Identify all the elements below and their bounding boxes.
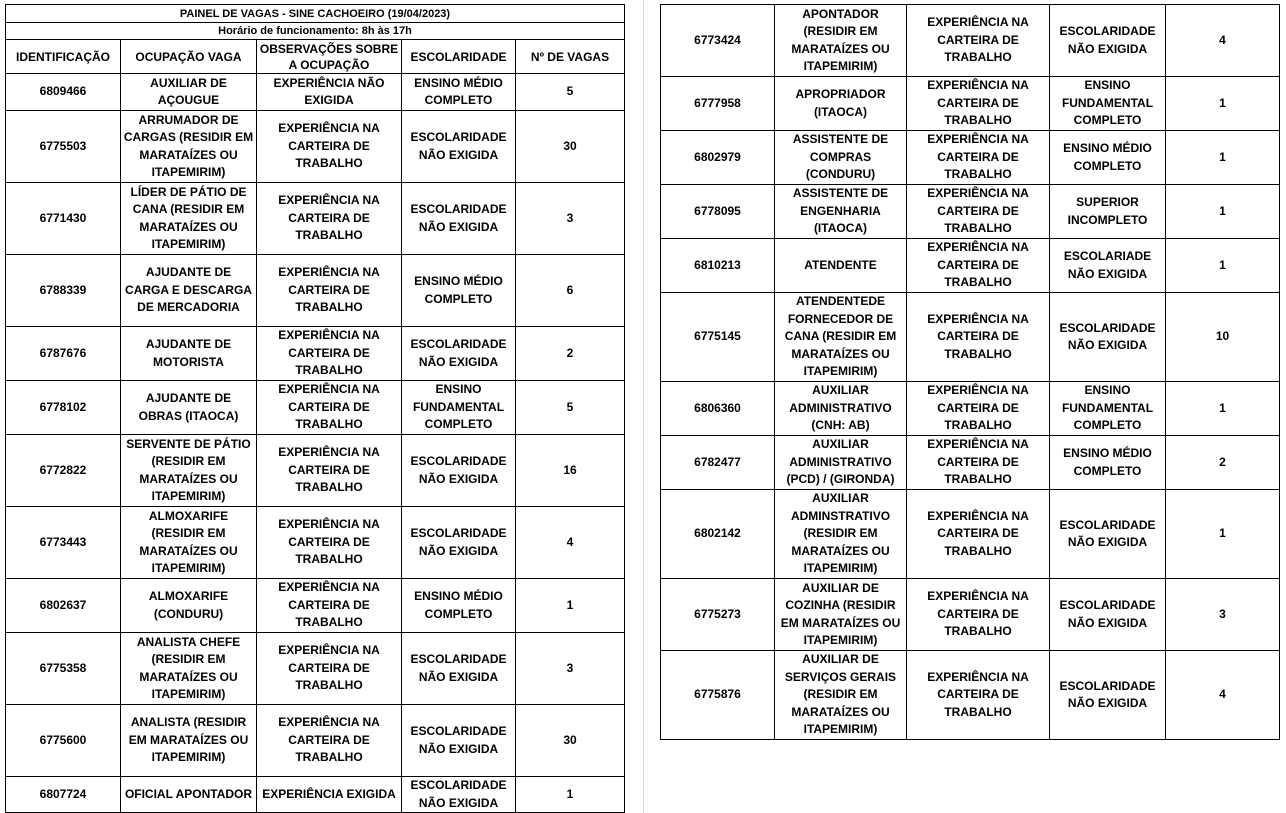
education-cell: ESCOLARIDADE NÃO EXIGIDA (402, 705, 516, 777)
table-row (6, 183, 625, 255)
vacancy-count-cell: 3 (516, 183, 625, 255)
education-cell: ENSINO FUNDAMENTAL COMPLETO (1050, 77, 1166, 131)
table-row (661, 77, 1280, 131)
notes-cell: EXPERIÊNCIA NA CARTEIRA DE TRABALHO (907, 293, 1050, 382)
education-cell: ENSINO MÉDIO COMPLETO (402, 579, 516, 633)
vacancy-id-cell: 6775145 (661, 293, 775, 382)
education-cell: ENSINO MÉDIO COMPLETO (1050, 131, 1166, 185)
right-table-body (661, 5, 1280, 740)
table-row (661, 382, 1280, 436)
vacancy-count-cell: 30 (516, 111, 625, 183)
education-cell: ESCOLARIDADE NÃO EXIGIDA (402, 633, 516, 705)
vacancy-count-cell: 2 (1166, 436, 1280, 490)
education-cell: ENSINO MÉDIO COMPLETO (1050, 436, 1166, 490)
vacancy-count-cell: 1 (1166, 77, 1280, 131)
vacancy-id-cell: 6788339 (6, 255, 121, 327)
notes-cell: EXPERIÊNCIA NÃO EXIGIDA (257, 74, 402, 111)
table-row (6, 327, 625, 381)
table-row (661, 5, 1280, 77)
education-cell: SUPERIOR INCOMPLETO (1050, 185, 1166, 239)
notes-cell: EXPERIÊNCIA NA CARTEIRA DE TRABALHO (257, 255, 402, 327)
vacancy-id-cell: 6802142 (661, 490, 775, 579)
notes-cell: EXPERIÊNCIA NA CARTEIRA DE TRABALHO (907, 185, 1050, 239)
table-row (661, 239, 1280, 293)
vacancy-count-cell: 1 (516, 579, 625, 633)
vacancy-id-cell: 6775876 (661, 651, 775, 740)
vacancy-id-cell: 6773424 (661, 5, 775, 77)
occupation-cell: AUXILIAR ADMINISTRATIVO (PCD) / (GIRONDA) (775, 436, 907, 490)
vacancy-id-cell: 6775600 (6, 705, 121, 777)
education-cell: ESCOLARIDADE NÃO EXIGIDA (402, 435, 516, 507)
panel-title: PAINEL DE VAGAS - SINE CACHOEIRO (19/04/2023) (6, 5, 625, 23)
occupation-cell: ARRUMADOR DE CARGAS (RESIDIR EM MARATAÍZES OU ITAPEMIRIM) (121, 111, 257, 183)
education-cell: ENSINO MÉDIO COMPLETO (402, 255, 516, 327)
column-header-id: IDENTIFICAÇÃO (6, 40, 121, 74)
notes-cell: EXPERIÊNCIA NA CARTEIRA DE TRABALHO (907, 131, 1050, 185)
vacancy-id-cell: 6771430 (6, 183, 121, 255)
vacancy-count-cell: 4 (516, 507, 625, 579)
vacancy-count-cell: 4 (1166, 651, 1280, 740)
table-row (661, 131, 1280, 185)
vacancy-count-cell: 16 (516, 435, 625, 507)
vacancy-id-cell: 6809466 (6, 74, 121, 111)
vacancy-id-cell: 6773443 (6, 507, 121, 579)
education-cell: ESCOLARIDADE NÃO EXIGIDA (1050, 579, 1166, 651)
table-row (661, 490, 1280, 579)
notes-cell: EXPERIÊNCIA NA CARTEIRA DE TRABALHO (257, 435, 402, 507)
notes-cell: EXPERIÊNCIA NA CARTEIRA DE TRABALHO (257, 111, 402, 183)
notes-cell: EXPERIÊNCIA NA CARTEIRA DE TRABALHO (257, 183, 402, 255)
table-row (6, 705, 625, 777)
occupation-cell: AUXILIAR ADMINSTRATIVO (RESIDIR EM MARATAÍZES OU ITAPEMIRIM) (775, 490, 907, 579)
table-row (6, 111, 625, 183)
education-cell: ESCOLARIDADE NÃO EXIGIDA (1050, 5, 1166, 77)
table-row (6, 507, 625, 579)
notes-cell: EXPERIÊNCIA NA CARTEIRA DE TRABALHO (257, 579, 402, 633)
column-header-count: Nº DE VAGAS (516, 40, 625, 74)
occupation-cell: ALMOXARIFE (RESIDIR EM MARATAÍZES OU ITAPEMIRIM) (121, 507, 257, 579)
occupation-cell: APROPRIADOR (ITAOCA) (775, 77, 907, 131)
education-cell: ESCOLARIADE NÃO EXIGIDA (1050, 239, 1166, 293)
vacancy-count-cell: 1 (1166, 382, 1280, 436)
notes-cell: EXPERIÊNCIA NA CARTEIRA DE TRABALHO (907, 239, 1050, 293)
education-cell: ENSINO MÉDIO COMPLETO (402, 74, 516, 111)
education-cell: ESCOLARIDADE NÃO EXIGIDA (402, 507, 516, 579)
table-row (6, 579, 625, 633)
notes-cell: EXPERIÊNCIA NA CARTEIRA DE TRABALHO (907, 382, 1050, 436)
occupation-cell: ANALISTA (RESIDIR EM MARATAÍZES OU ITAPEMIRIM) (121, 705, 257, 777)
education-cell: ESCOLARIDADE NÃO EXIGIDA (402, 183, 516, 255)
education-cell: ESCOLARIDADE NÃO EXIGIDA (402, 111, 516, 183)
occupation-cell: ATENDENTE (775, 239, 907, 293)
notes-cell: EXPERIÊNCIA NA CARTEIRA DE TRABALHO (257, 633, 402, 705)
vacancy-count-cell: 3 (516, 633, 625, 705)
table-row (661, 293, 1280, 382)
vacancy-id-cell: 6778102 (6, 381, 121, 435)
vacancy-id-cell: 6775273 (661, 579, 775, 651)
notes-cell: EXPERIÊNCIA NA CARTEIRA DE TRABALHO (907, 436, 1050, 490)
vacancy-id-cell: 6778095 (661, 185, 775, 239)
vacancy-count-cell: 1 (1166, 239, 1280, 293)
education-cell: ESCOLARIDADE NÃO EXIGIDA (1050, 293, 1166, 382)
vacancies-table-left (5, 4, 625, 813)
column-header-occupation: OCUPAÇÃO VAGA (121, 40, 257, 74)
vacancy-count-cell: 1 (1166, 131, 1280, 185)
occupation-cell: ALMOXARIFE (CONDURU) (121, 579, 257, 633)
vacancy-id-cell: 6782477 (661, 436, 775, 490)
vacancy-count-cell: 2 (516, 327, 625, 381)
vacancy-id-cell: 6807724 (6, 777, 121, 813)
notes-cell: EXPERIÊNCIA NA CARTEIRA DE TRABALHO (257, 507, 402, 579)
vacancy-count-cell: 3 (1166, 579, 1280, 651)
occupation-cell: AUXILIAR DE COZINHA (RESIDIR EM MARATAÍZES OU ITAPEMIRIM) (775, 579, 907, 651)
vacancy-count-cell: 4 (1166, 5, 1280, 77)
notes-cell: EXPERIÊNCIA EXIGIDA (257, 777, 402, 813)
table-row (6, 777, 625, 813)
notes-cell: EXPERIÊNCIA NA CARTEIRA DE TRABALHO (257, 705, 402, 777)
occupation-cell: SERVENTE DE PÁTIO (RESIDIR EM MARATAÍZES OU ITAPEMIRIM) (121, 435, 257, 507)
table-row (661, 579, 1280, 651)
occupation-cell: AJUDANTE DE CARGA E DESCARGA DE MERCADORIA (121, 255, 257, 327)
occupation-cell: ASSISTENTE DE ENGENHARIA (ITAOCA) (775, 185, 907, 239)
education-cell: ESCOLARIDADE NÃO EXIGIDA (1050, 490, 1166, 579)
occupation-cell: ANALISTA CHEFE (RESIDIR EM MARATAÍZES OU ITAPEMIRIM) (121, 633, 257, 705)
notes-cell: EXPERIÊNCIA NA CARTEIRA DE TRABALHO (907, 77, 1050, 131)
table-row (6, 435, 625, 507)
education-cell: ENSINO FUNDAMENTAL COMPLETO (1050, 382, 1166, 436)
education-cell: ESCOLARIDADE NÃO EXIGIDA (1050, 651, 1166, 740)
vacancy-count-cell: 6 (516, 255, 625, 327)
occupation-cell: ATENDENTEDE FORNECEDOR DE CANA (RESIDIR EM MARATAÍZES OU ITAPEMIRIM) (775, 293, 907, 382)
occupation-cell: AUXILIAR ADMINISTRATIVO (CNH: AB) (775, 382, 907, 436)
table-row (661, 436, 1280, 490)
table-row (6, 633, 625, 705)
vacancy-count-cell: 30 (516, 705, 625, 777)
vacancy-id-cell: 6806360 (661, 382, 775, 436)
vacancy-id-cell: 6787676 (6, 327, 121, 381)
vacancy-id-cell: 6802637 (6, 579, 121, 633)
notes-cell: EXPERIÊNCIA NA CARTEIRA DE TRABALHO (907, 5, 1050, 77)
education-cell: ESCOLARIDADE NÃO EXIGIDA (402, 327, 516, 381)
occupation-cell: LÍDER DE PÁTIO DE CANA (RESIDIR EM MARATAÍZES OU ITAPEMIRIM) (121, 183, 257, 255)
vacancy-id-cell: 6772822 (6, 435, 121, 507)
table-row (6, 255, 625, 327)
notes-cell: EXPERIÊNCIA NA CARTEIRA DE TRABALHO (257, 327, 402, 381)
vacancy-id-cell: 6802979 (661, 131, 775, 185)
vacancy-count-cell: 5 (516, 381, 625, 435)
education-cell: ENSINO FUNDAMENTAL COMPLETO (402, 381, 516, 435)
notes-cell: EXPERIÊNCIA NA CARTEIRA DE TRABALHO (907, 651, 1050, 740)
table-row (6, 381, 625, 435)
vacancy-count-cell: 10 (1166, 293, 1280, 382)
column-header-notes: OBSERVAÇÕES SOBRE A OCUPAÇÃO (257, 40, 402, 74)
table-row (661, 185, 1280, 239)
occupation-cell: AJUDANTE DE MOTORISTA (121, 327, 257, 381)
opening-hours: Horário de funcionamento: 8h às 17h (6, 23, 625, 40)
vacancy-id-cell: 6775503 (6, 111, 121, 183)
notes-cell: EXPERIÊNCIA NA CARTEIRA DE TRABALHO (907, 579, 1050, 651)
occupation-cell: OFICIAL APONTADOR (121, 777, 257, 813)
occupation-cell: AJUDANTE DE OBRAS (ITAOCA) (121, 381, 257, 435)
left-table-body (6, 74, 625, 813)
occupation-cell: ASSISTENTE DE COMPRAS (CONDURU) (775, 131, 907, 185)
notes-cell: EXPERIÊNCIA NA CARTEIRA DE TRABALHO (257, 381, 402, 435)
notes-cell: EXPERIÊNCIA NA CARTEIRA DE TRABALHO (907, 490, 1050, 579)
vacancy-count-cell: 5 (516, 74, 625, 111)
vacancy-id-cell: 6777958 (661, 77, 775, 131)
education-cell: ESCOLARIDADE NÃO EXIGIDA (402, 777, 516, 813)
vacancy-count-cell: 1 (1166, 490, 1280, 579)
vacancy-id-cell: 6810213 (661, 239, 775, 293)
vacancy-count-cell: 1 (516, 777, 625, 813)
table-row (661, 651, 1280, 740)
occupation-cell: AUXILIAR DE SERVIÇOS GERAIS (RESIDIR EM MARATAÍZES OU ITAPEMIRIM) (775, 651, 907, 740)
occupation-cell: APONTADOR (RESIDIR EM MARATAÍZES OU ITAPEMIRIM) (775, 5, 907, 77)
table-row (6, 74, 625, 111)
column-header-education: ESCOLARIDADE (402, 40, 516, 74)
page-divider (643, 0, 644, 813)
occupation-cell: AUXILIAR DE AÇOUGUE (121, 74, 257, 111)
vacancy-count-cell: 1 (1166, 185, 1280, 239)
vacancy-id-cell: 6775358 (6, 633, 121, 705)
vacancies-table-right (660, 4, 1280, 740)
